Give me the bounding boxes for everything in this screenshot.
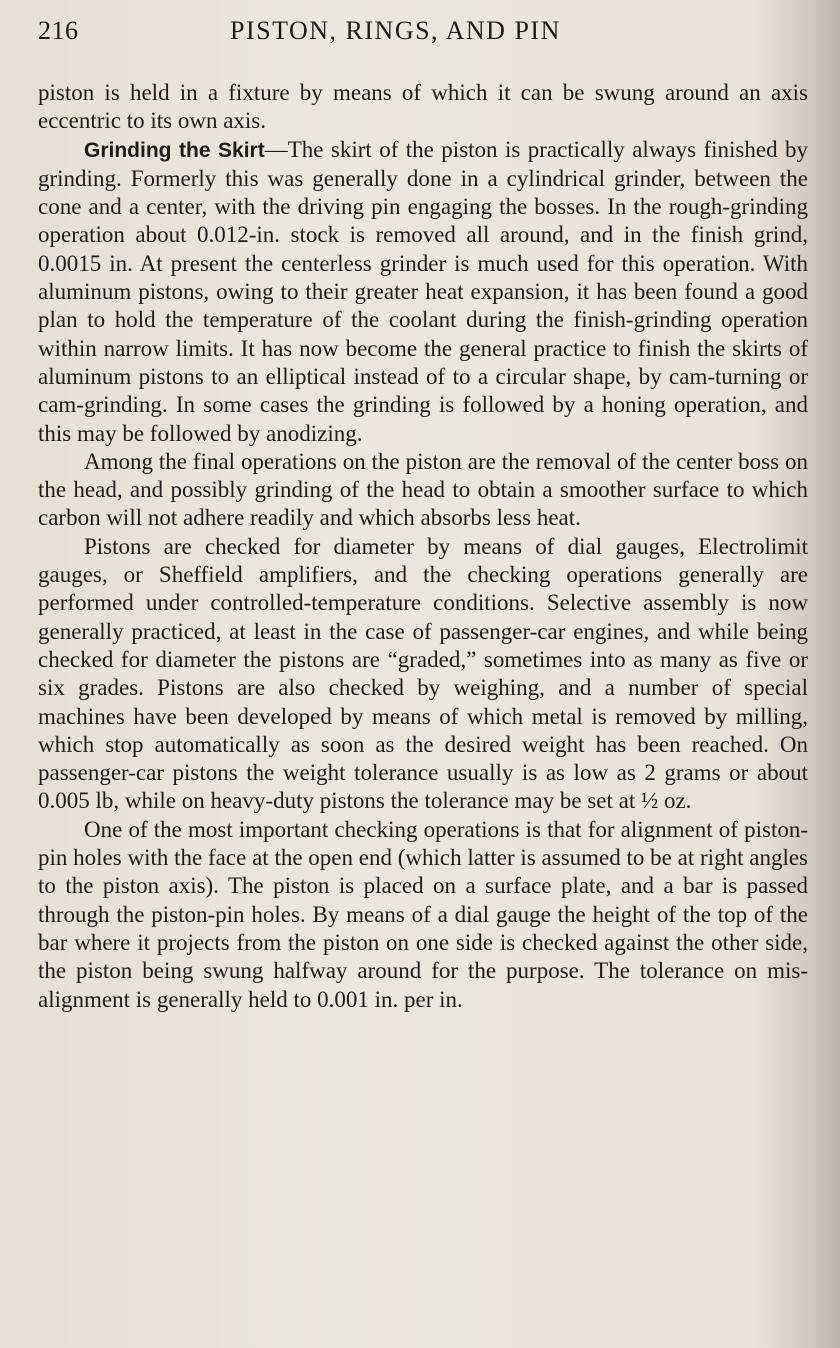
paragraph-text: Among the final operations on the piston are the removal of the center boss on the head, and possibly grinding of the head to obtain a smoother surface to which carbon will not adhere readily and which absorbs less heat. xyxy=(38,448,808,531)
running-title: PISTON, RINGS, AND PIN xyxy=(230,16,561,45)
paragraph-text: piston is held in a fixture by means of which it can be swung around an axis eccentric to its own axis. xyxy=(38,80,808,134)
paragraph-text: Pistons are checked for diameter by means of dial gauges, Electrolimit gauges, or Sheffield amplifiers, and the checking operations generally are performed under controlled-temperature conditions. Selective assembly is now generally practiced, at least in the case of passenger-car engines, and while being checked for diameter the pistons are “graded,” sometimes into as many as five or six grades. Pistons are also checked by weighing, and a number of special machines have been developed by means of which metal is removed by milling, which stop automatically as soon as the desired weight has been reached. On passenger-car pistons the weight tolerance usually is as low as 2 grams or about 0.005 lb, while on heavy-duty pistons the tolerance may be set at ½ oz. xyxy=(38,533,808,814)
page-header xyxy=(38,16,806,52)
paragraph-text: —The skirt of the piston is practically always finished by grinding. Formerly this was generally done in a cylindrical grinder, between the cone and a center, with the driving pin engaging the bosses. In the rough-grinding operation about 0.012-in. stock is removed all around, and in the finish grind, 0.0015 in. At present the centerless grinder is much used for this operation. With aluminum pistons, owing to their greater heat expansion, it has been found a good plan to hold the temperature of the coolant during the finish-grinding operation within narrow limits. It has now become the general practice to finish the skirts of aluminum pistons to an elliptical instead of to a circular shape, by cam-turning or cam-grinding. In some cases the grinding is followed by a honing operation, and this may be followed by anodizing. xyxy=(38,136,809,446)
page-number: 216 xyxy=(38,16,79,45)
paragraph-continuation xyxy=(38,79,808,136)
section-heading: Grinding the Skirt xyxy=(84,138,265,162)
paragraph-alignment-check xyxy=(38,816,808,1014)
paragraph-final-operations xyxy=(38,448,808,533)
paragraph-grinding-the-skirt xyxy=(38,136,808,448)
paragraph-checking-diameter xyxy=(38,533,808,816)
paragraph-text: One of the most important checking operations is that for alignment of piston-pin holes with the face at the open end (which latter is assumed to be at right angles to the piston axis). The piston is placed on a surface plate, and a bar is passed through the piston-pin holes. By means of a dial gauge the height of the top of the bar where it projects from the piston on one side is checked against the other side, the piston being swung halfway around for the purpose. The tolerance on mis-alignment is generally held to 0.001 in. per in. xyxy=(38,816,808,1012)
body-text xyxy=(38,79,808,1014)
